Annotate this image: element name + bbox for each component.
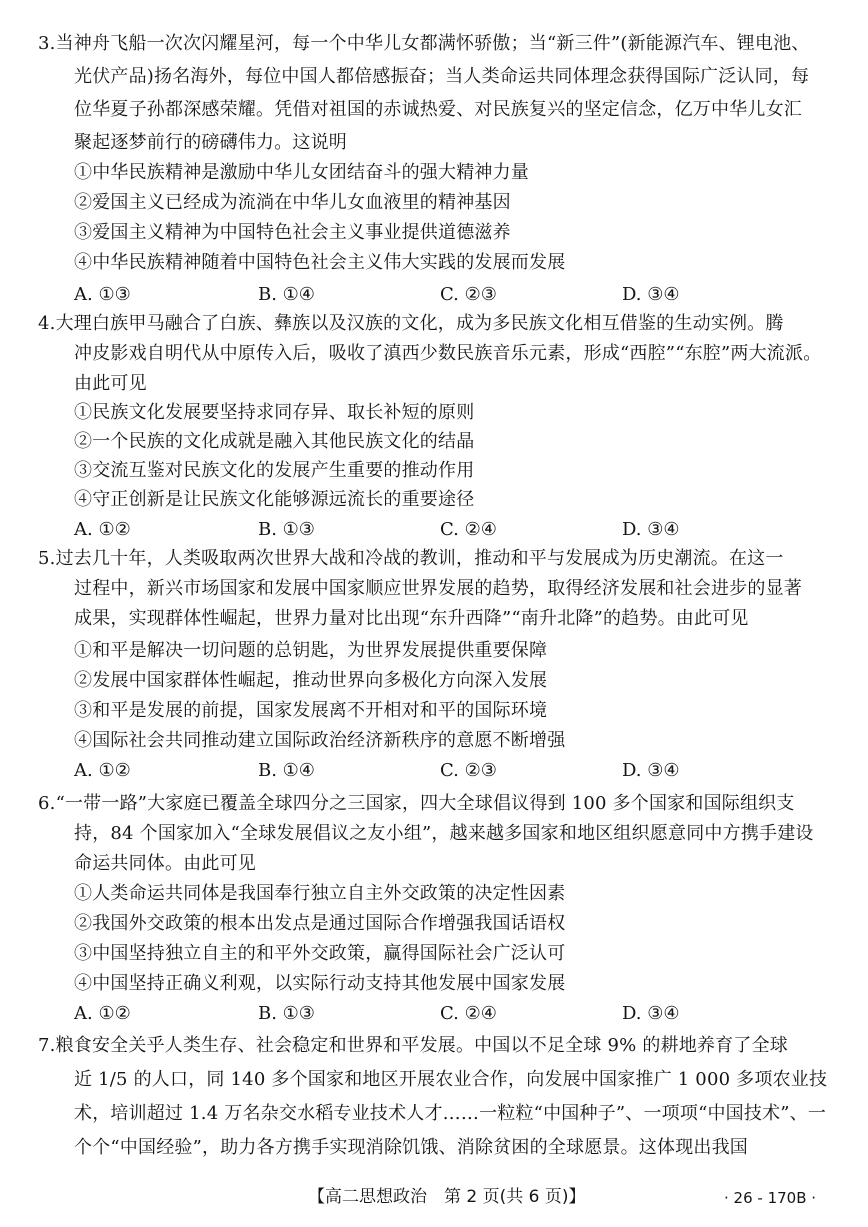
answer-choices	[74, 759, 834, 783]
question-stem-line: 聚起逐梦前行的磅礴伟力。这说明	[74, 132, 347, 153]
question-stem-line: 3.当神舟飞船一次次闪耀星河，每一个中华儿女都满怀骄傲；当“新三件”(新能源汽车、锂电池、	[38, 33, 810, 54]
question-stem-line: 持，84 个国家加入“全球发展倡议之友小组”，越来越多国家和地区组织愿意同中方携手建设	[74, 823, 814, 844]
question-stem-line: 冲皮影戏自明代从中原传入后，吸收了滇西少数民族音乐元素，形成“西腔”“东腔”两大流派。	[74, 343, 822, 364]
question-stem-line: 个个“中国经验”，助力各方携手实现消除饥饿、消除贫困的全球愿景。这体现出我国	[74, 1137, 749, 1158]
choice-b: B. ①④	[258, 284, 315, 305]
footer-paper-code: · 26 - 170B ·	[724, 1189, 817, 1207]
option-statement: ②发展中国家群体性崛起，推动世界向多极化方向深入发展	[74, 670, 548, 691]
option-statement: ④守正创新是让民族文化能够源远流长的重要途径	[74, 489, 475, 510]
footer-page-label: 【高二思想政治 第 2 页(共 6 页)】	[308, 1187, 586, 1207]
question-stem-line: 位华夏子孙都深感荣耀。凭借对祖国的赤诚热爱、对民族复兴的坚定信念，亿万中华儿女汇	[74, 99, 802, 120]
option-statement: ③爱国主义精神为中国特色社会主义事业提供道德滋养	[74, 222, 511, 243]
question-stem-line: 6.“一带一路”大家庭已覆盖全球四分之三国家，四大全球倡议得到 100 多个国家和国际组织支	[38, 793, 795, 814]
answer-choices	[74, 518, 834, 542]
option-statement: ①中华民族精神是激励中华儿女团结奋斗的强大精神力量	[74, 162, 529, 183]
choice-a: A. ①②	[74, 760, 131, 781]
page-footer	[0, 1184, 868, 1214]
choice-c: C. ②③	[440, 284, 497, 305]
option-statement: ②我国外交政策的根本出发点是通过国际合作增强我国话语权	[74, 913, 566, 934]
choice-c: C. ②④	[440, 519, 497, 540]
question-stem-line: 4.大理白族甲马融合了白族、彝族以及汉族的文化，成为多民族文化相互借鉴的生动实例。腾	[38, 313, 784, 334]
option-statement: ④国际社会共同推动建立国际政治经济新秩序的意愿不断增强	[74, 730, 566, 751]
choice-c: C. ②③	[440, 760, 497, 781]
question-stem-line: 7.粮食安全关乎人类生存、社会稳定和世界和平发展。中国以不足全球 9% 的耕地养育了全球	[38, 1035, 788, 1056]
question-stem-line: 近 1/5 的人口，同 140 多个国家和地区开展农业合作，向发展中国家推广 1 000 多项农业技	[74, 1069, 828, 1090]
choice-c: C. ②④	[440, 1003, 497, 1024]
option-statement: ①人类命运共同体是我国奉行独立自主外交政策的决定性因素	[74, 883, 566, 904]
choice-d: D. ③④	[622, 519, 680, 540]
option-statement: ①民族文化发展要坚持求同存异、取长补短的原则	[74, 402, 475, 423]
option-statement: ④中国坚持正确义利观，以实际行动支持其他发展中国家发展	[74, 973, 566, 994]
option-statement: ③交流互鉴对民族文化的发展产生重要的推动作用	[74, 460, 475, 481]
choice-d: D. ③④	[622, 1003, 680, 1024]
choice-a: A. ①②	[74, 1003, 131, 1024]
choice-a: A. ①③	[74, 284, 131, 305]
question-stem-line: 命运共同体。由此可见	[74, 853, 256, 874]
option-statement: ④中华民族精神随着中国特色社会主义伟大实践的发展而发展	[74, 252, 566, 273]
option-statement: ②一个民族的文化成就是融入其他民族文化的结晶	[74, 431, 475, 452]
question-stem-line: 5.过去几十年，人类吸取两次世界大战和冷战的教训，推动和平与发展成为历史潮流。在这一	[38, 548, 784, 569]
question-stem-line: 过程中，新兴市场国家和发展中国家顺应世界发展的趋势，取得经济发展和社会进步的显著	[74, 578, 802, 599]
answer-choices	[74, 1002, 834, 1026]
option-statement: ③中国坚持独立自主的和平外交政策，赢得国际社会广泛认可	[74, 943, 566, 964]
question-stem-line: 成果，实现群体性崛起，世界力量对比出现“东升西降”“南升北降”的趋势。由此可见	[74, 608, 749, 629]
choice-b: B. ①④	[258, 760, 315, 781]
question-stem-line: 光伏产品)扬名海外，每位中国人都倍感振奋；当人类命运共同体理念获得国际广泛认同，每	[74, 66, 810, 87]
option-statement: ①和平是解决一切问题的总钥匙，为世界发展提供重要保障	[74, 640, 548, 661]
question-stem-line: 术，培训超过 1.4 万名杂交水稻专业技术人才……一粒粒“中国种子”、一项项“中国技术”、一	[74, 1103, 827, 1124]
choice-a: A. ①②	[74, 519, 131, 540]
question-stem-line: 由此可见	[74, 373, 147, 394]
answer-choices	[74, 283, 834, 307]
choice-b: B. ①③	[258, 519, 315, 540]
choice-b: B. ①③	[258, 1003, 315, 1024]
choice-d: D. ③④	[622, 284, 680, 305]
choice-d: D. ③④	[622, 760, 680, 781]
option-statement: ③和平是发展的前提，国家发展离不开相对和平的国际环境	[74, 700, 548, 721]
option-statement: ②爱国主义已经成为流淌在中华儿女血液里的精神基因	[74, 192, 511, 213]
